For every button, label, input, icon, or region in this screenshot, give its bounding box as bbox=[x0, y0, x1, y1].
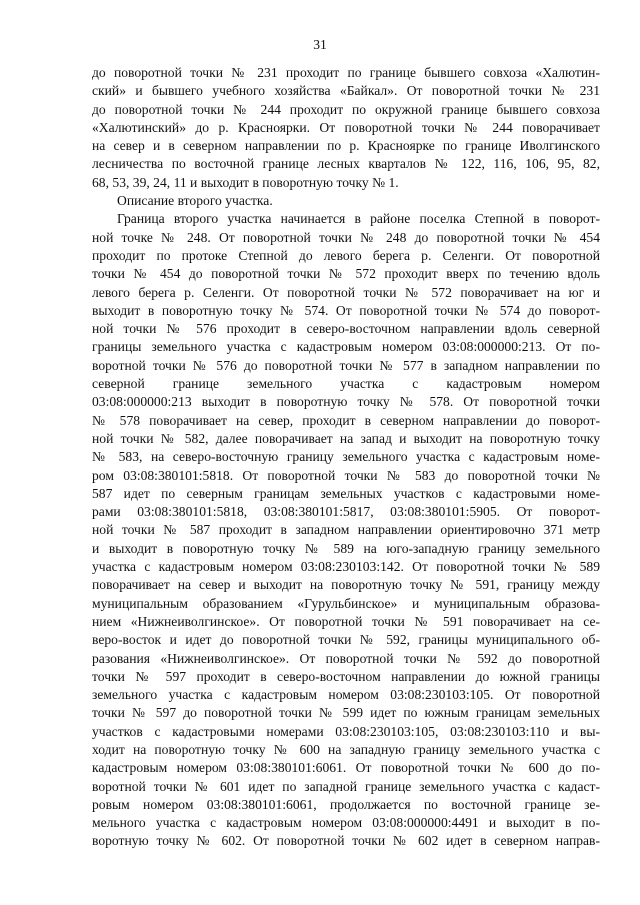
text-line: ровым номером 03:08:380101:6061, продолжается по восточной границе зе- bbox=[92, 796, 600, 812]
text-line: земельного участка с кадастровым номером 03:08:230103:105. От поворотной bbox=[92, 687, 600, 703]
text-line: мельного участка с кадастровым номером 03:08:000000:4491 и выходит в по- bbox=[92, 815, 600, 831]
text-line: выходит в поворотную точку № 574. От поворотной точки № 574 до поворот- bbox=[92, 302, 600, 318]
document-body bbox=[92, 64, 600, 851]
text-line: лесничества по восточной границе лесных кварталов № 122, 116, 106, 95, 82, bbox=[92, 156, 600, 172]
text-line: границы земельного участка с кадастровым номером 03:08:000000:213. От по- bbox=[92, 339, 600, 355]
text-line: муниципальным образованием «Гурульбинское» и муниципальным образова- bbox=[92, 595, 600, 611]
text-line: «Халютинский» до р. Красноярки. От поворотной точки № 244 поворачивает bbox=[92, 119, 600, 135]
text-line: точки № 454 до поворотной точки № 572 проходит вверх по течению вдоль bbox=[92, 266, 600, 282]
text-line: участков с кадастровыми номерами 03:08:230103:105, 03:08:230103:110 и вы- bbox=[92, 723, 600, 739]
text-line: 587 идет по северным границам земельных участков с кадастровыми номе- bbox=[92, 485, 600, 501]
text-line: на север и в северном направлении по р. Красноярке по границе Иволгинского bbox=[92, 138, 600, 154]
text-line: кадастровым номером 03:08:380101:6061. От поворотной точки № 600 до по- bbox=[92, 760, 600, 776]
text-line: до поворотной точки № 244 проходит по окружной границе бывшего совхоза bbox=[92, 101, 600, 117]
text-line: Описание второго участка. bbox=[117, 193, 273, 209]
text-line: Граница второго участка начинается в районе поселка Степной в поворот- bbox=[117, 211, 600, 227]
text-line: разования «Нижнеиволгинское». От поворотной точки № 592 до поворотной bbox=[92, 650, 600, 666]
text-line: поворачивает на север и выходит на поворотную точку № 591, границу между bbox=[92, 577, 600, 593]
text-line: ной точки № 587 проходит в западном направлении ориентировочно 371 метр bbox=[92, 522, 600, 538]
text-line: проходит по протоке Степной до левого берега р. Селенги. От поворотной bbox=[92, 247, 600, 263]
text-line: воротную точку № 602. От поворотной точки № 602 идет в северном направ- bbox=[92, 833, 600, 849]
text-line: северной границе земельного участка с кадастровым номером bbox=[92, 376, 600, 392]
text-line: ром 03:08:380101:5818. От поворотной точки № 583 до поворотной точки № bbox=[92, 467, 600, 483]
text-line: веро-восток и идет до поворотной точки № 592, границы муниципального об- bbox=[92, 632, 600, 648]
text-line: ной точки № 582, далее поворачивает на запад и выходит на поворотную точку bbox=[92, 430, 600, 446]
text-line: и выходит в поворотную точку № 589 на юго-западную границу земельного bbox=[92, 540, 600, 556]
text-line: ходит на поворотную точку № 600 на западную границу земельного участка с bbox=[92, 741, 600, 757]
text-line: левого берега р. Селенги. От поворотной точки № 572 поворачивает на юг и bbox=[92, 284, 600, 300]
text-line: 03:08:000000:213 выходит в поворотную точку № 578. От поворотной точки bbox=[92, 394, 600, 410]
text-line: нием «Нижнеиволгинское». От поворотной точки № 591 поворачивает на се- bbox=[92, 613, 600, 629]
text-line: № 578 поворачивает на север, проходит в северном направлении до поворот- bbox=[92, 412, 600, 428]
page-number: 31 bbox=[313, 37, 327, 52]
text-line: ский» и бывшего учебного хозяйства «Байкал». От поворотной точки № 231 bbox=[92, 83, 600, 99]
text-line: ной точке № 248. От поворотной точки № 248 до поворотной точки № 454 bbox=[92, 229, 600, 245]
text-line: точки № 597 до поворотной точки № 599 идет по южным границам земельных bbox=[92, 705, 600, 721]
text-line: рами 03:08:380101:5818, 03:08:380101:5817, 03:08:380101:5905. От поворот- bbox=[92, 504, 600, 520]
text-line: 68, 53, 39, 24, 11 и выходит в поворотную точку № 1. bbox=[92, 174, 399, 190]
text-line: ной точки № 576 проходит в северо-восточном направлении вдоль северной bbox=[92, 321, 600, 337]
text-line: участка с кадастровым номером 03:08:230103:142. От поворотной точки № 589 bbox=[92, 559, 600, 575]
text-line: № 583, на северо-восточную границу земельного участка с кадастровым номе- bbox=[92, 449, 600, 465]
text-line: точки № 597 проходит в северо-восточном направлении до южной границы bbox=[92, 668, 600, 684]
text-line: воротной точки № 576 до поворотной точки № 577 в западном направлении по bbox=[92, 357, 600, 373]
text-line: до поворотной точки № 231 проходит по границе бывшего совхоза «Халютин- bbox=[92, 65, 600, 80]
text-line: воротной точки № 601 идет по западной границе земельного участка с кадаст- bbox=[92, 778, 600, 794]
